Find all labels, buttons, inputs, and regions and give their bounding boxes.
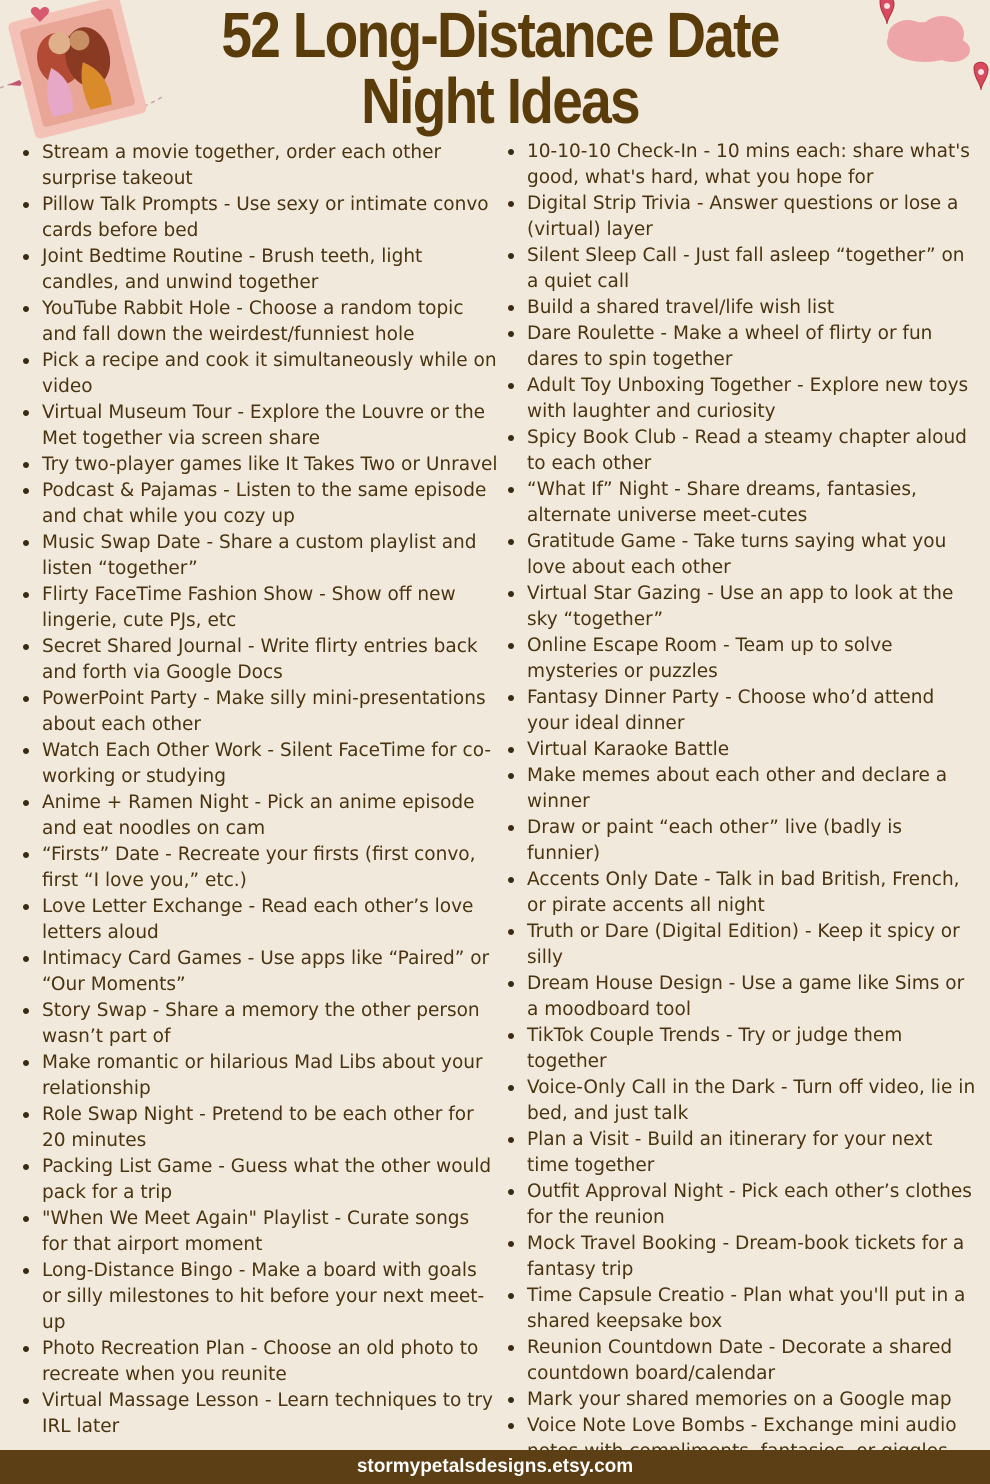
list-item: Dream House Design - Use a game like Sims or a moodboard tool	[505, 971, 980, 1023]
list-item: Flirty FaceTime Fashion Show - Show off new lingerie, cute PJs, etc	[20, 582, 498, 634]
list-item: Anime + Ramen Night - Pick an anime episode and eat noodles on cam	[20, 790, 498, 842]
list-item: Gratitude Game - Take turns saying what you love about each other	[505, 529, 980, 581]
list-item: Stream a movie together, order each other surprise takeout	[20, 140, 498, 192]
list-item: Pick a recipe and cook it simultaneously while on video	[20, 348, 498, 400]
list-item: Secret Shared Journal - Write flirty entries back and forth via Google Docs	[20, 634, 498, 686]
right-idea-list	[505, 139, 980, 1465]
list-item: PowerPoint Party - Make silly mini-presentations about each other	[20, 686, 498, 738]
list-item: Adult Toy Unboxing Together - Explore new toys with laughter and curiosity	[505, 373, 980, 425]
list-item: Time Capsule Creatio - Plan what you'll put in a shared keepsake box	[505, 1283, 980, 1335]
list-item: Fantasy Dinner Party - Choose who’d attend your ideal dinner	[505, 685, 980, 737]
list-item: Mark your shared memories on a Google map	[505, 1387, 980, 1413]
list-item: Podcast & Pajamas - Listen to the same episode and chat while you cozy up	[20, 478, 498, 530]
list-item: Online Escape Room - Team up to solve mysteries or puzzles	[505, 633, 980, 685]
list-item: "When We Meet Again" Playlist - Curate songs for that airport moment	[20, 1206, 498, 1258]
footer-shop-url: stormypetalsdesigns.etsy.com	[0, 1450, 990, 1484]
list-item: Packing List Game - Guess what the other would pack for a trip	[20, 1154, 498, 1206]
list-item: Plan a Visit - Build an itinerary for your next time together	[505, 1127, 980, 1179]
list-item: Voice Note Love Bombs - Exchange mini audio	[505, 1413, 980, 1465]
list-item: Make romantic or hilarious Mad Libs about your relationship	[20, 1050, 498, 1102]
list-item: Love Letter Exchange - Read each other’s love letters aloud	[20, 894, 498, 946]
list-item: Story Swap - Share a memory the other person wasn’t part of	[20, 998, 498, 1050]
list-item: Dare Roulette - Make a wheel of flirty or fun dares to spin together	[505, 321, 980, 373]
list-item: Voice-Only Call in the Dark - Turn off video, lie in bed, and just talk	[505, 1075, 980, 1127]
list-item: Joint Bedtime Routine - Brush teeth, light candles, and unwind together	[20, 244, 498, 296]
list-item: Pillow Talk Prompts - Use sexy or intimate convo cards before bed	[20, 192, 498, 244]
list-item: Try two-player games like It Takes Two or Unravel	[20, 452, 498, 478]
left-idea-list	[20, 140, 498, 1440]
list-item: Spicy Book Club - Read a steamy chapter aloud to each other	[505, 425, 980, 477]
list-item: Truth or Dare (Digital Edition) - Keep it spicy or silly	[505, 919, 980, 971]
list-item: Intimacy Card Games - Use apps like “Paired” or “Our Moments”	[20, 946, 498, 998]
list-item: “What If” Night - Share dreams, fantasies, alternate universe meet-cutes	[505, 477, 980, 529]
page-title: 52 Long-Distance Date Night Ideas	[221, 0, 779, 137]
list-item: Virtual Museum Tour - Explore the Louvre or the Met together via screen share	[20, 400, 498, 452]
list-item: Mock Travel Booking - Dream-book tickets for a fantasy trip	[505, 1231, 980, 1283]
list-item: Build a shared travel/life wish list	[505, 295, 980, 321]
list-item: Virtual Karaoke Battle	[505, 737, 980, 763]
list-item: “Firsts” Date - Recreate your firsts (first convo, first “I love you,” etc.)	[20, 842, 498, 894]
list-item: Music Swap Date - Share a custom playlist and listen “together”	[20, 530, 498, 582]
list-item: Photo Recreation Plan - Choose an old photo to recreate when you reunite	[20, 1336, 498, 1388]
list-item: Make memes about each other and declare a winner	[505, 763, 980, 815]
list-item: Virtual Star Gazing - Use an app to look at the sky “together”	[505, 581, 980, 633]
list-item: Watch Each Other Work - Silent FaceTime for co-working or studying	[20, 738, 498, 790]
list-item: Digital Strip Trivia - Answer questions or lose a (virtual) layer	[505, 191, 980, 243]
list-item: TikTok Couple Trends - Try or judge them together	[505, 1023, 980, 1075]
list-item: 10-10-10 Check-In - 10 mins each: share what's good, what's hard, what you hope for	[505, 139, 980, 191]
list-item: Virtual Massage Lesson - Learn techniques to try IRL later	[20, 1388, 498, 1440]
couple-illustration-icon	[0, 0, 170, 140]
list-item: YouTube Rabbit Hole - Choose a random topic and fall down the weirdest/funniest hole	[20, 296, 498, 348]
list-item: Outfit Approval Night - Pick each other’s clothes for the reunion	[505, 1179, 980, 1231]
list-item: Accents Only Date - Talk in bad British, French, or pirate accents all night	[505, 867, 980, 919]
cloud-heart-icon	[870, 0, 990, 90]
list-item: Reunion Countdown Date - Decorate a shared countdown board/calendar	[505, 1335, 980, 1387]
list-item: Role Swap Night - Pretend to be each other for 20 minutes	[20, 1102, 498, 1154]
list-item: Long-Distance Bingo - Make a board with goals or silly milestones to hit before your next meet-up	[20, 1258, 498, 1336]
list-item: Draw or paint “each other” live (badly is funnier)	[505, 815, 980, 867]
list-item: Silent Sleep Call - Just fall asleep “together” on a quiet call	[505, 243, 980, 295]
